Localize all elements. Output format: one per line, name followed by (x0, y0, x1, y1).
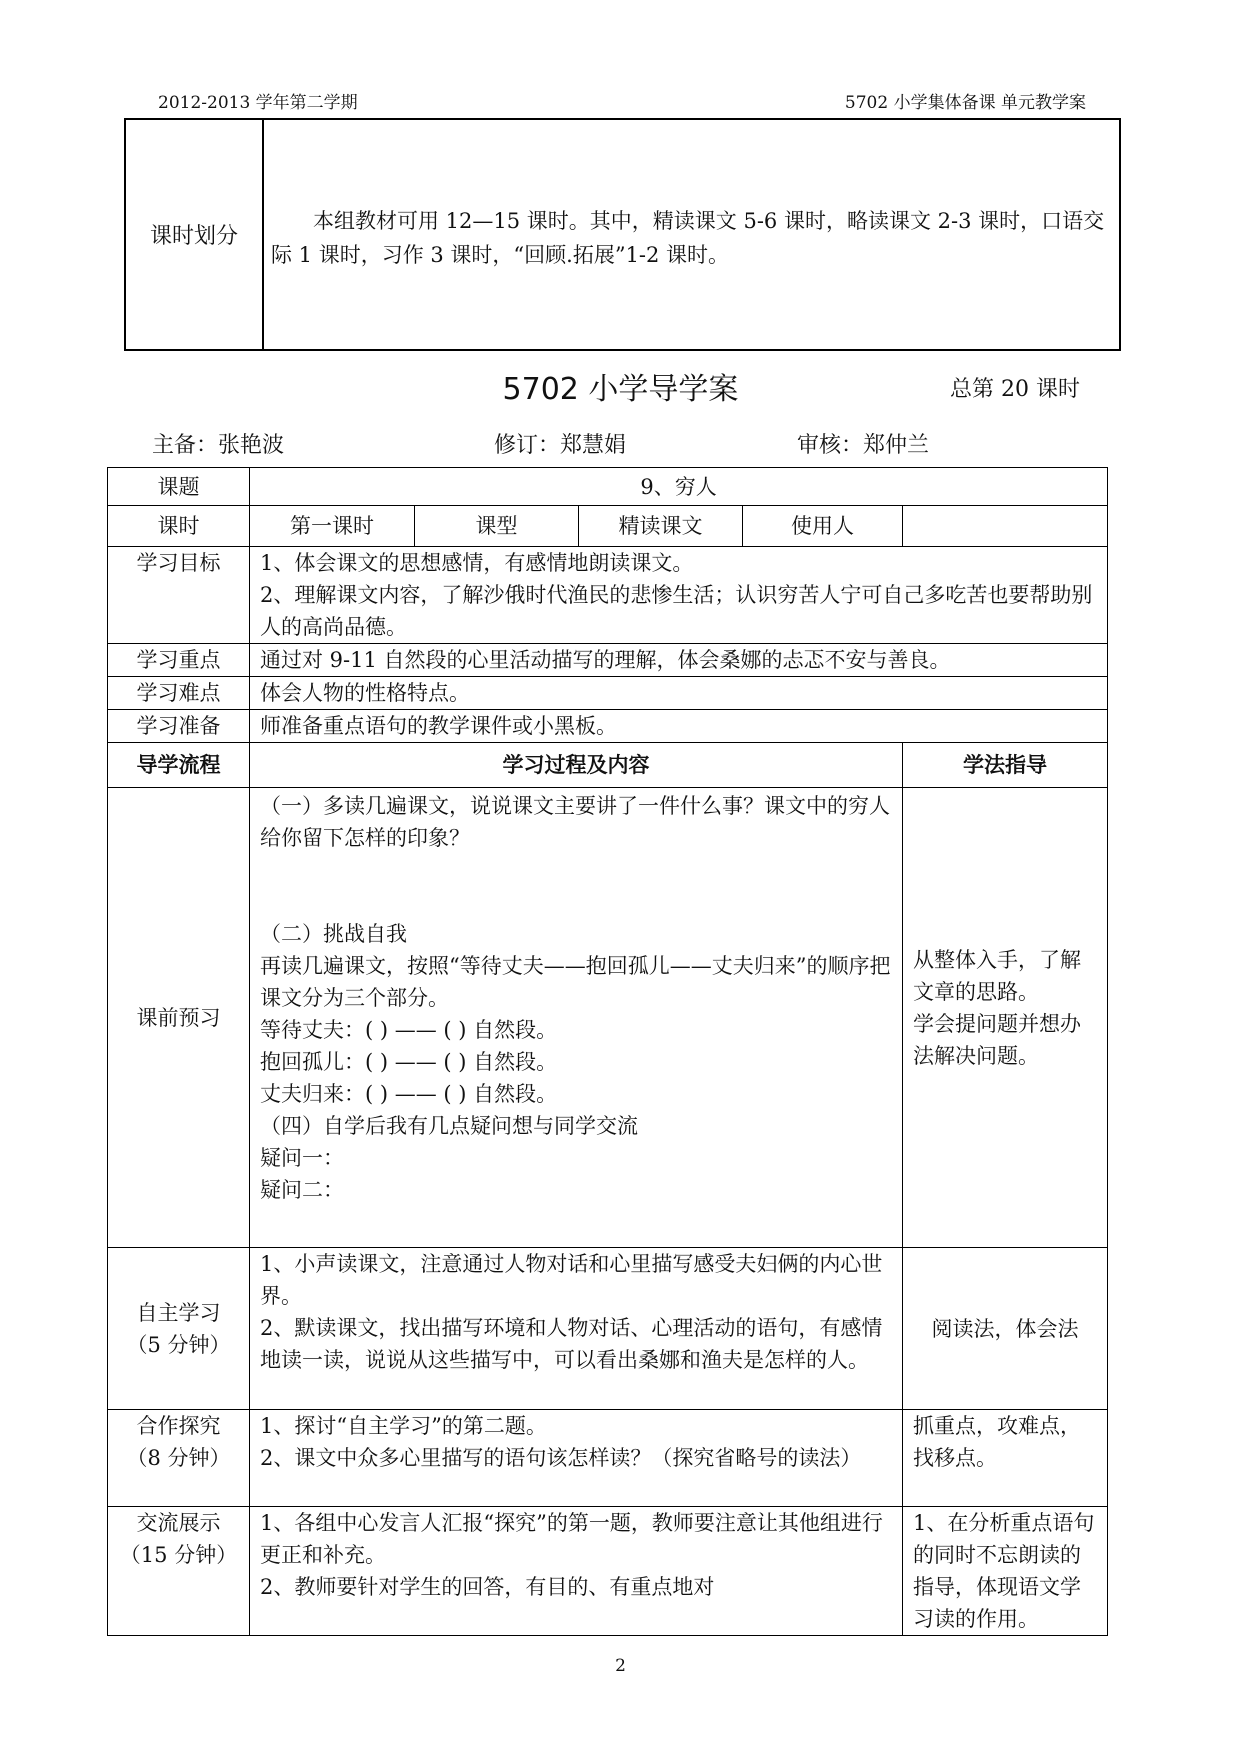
stage-name: 交流展示 (136, 1511, 221, 1535)
plan-lead: 主备：张艳波 (152, 433, 285, 458)
type-value: 精读课文 (579, 506, 743, 547)
content-line: 等待丈夫：( ) —— ( ) 自然段。 (260, 1018, 558, 1042)
period-value: 第一课时 (250, 506, 415, 547)
exchange-content (250, 1507, 903, 1636)
schedule-text: 本组教材可用 12—15 课时。其中，精读课文 5-6 课时，略读课文 2-3 课时，口语交际 1 课时，习作 3 课时，“回顾.拓展”1-2 课时。 (271, 209, 1105, 267)
goal-line: 2、理解课文内容，了解沙俄时代渔民的悲惨生活；认识穷苦人宁可自己多吃苦也要帮助别人的高尚品德。 (260, 583, 1093, 639)
type-label: 课型 (415, 506, 579, 547)
prep-value: 师准备重点语句的教学课件或小黑板。 (250, 710, 1108, 743)
content-line: 再读几遍课文，按照“等待丈夫——抱回孤儿——丈夫归来”的顺序把课文分为三个部分。 (260, 954, 891, 1010)
focus-label: 学习重点 (108, 644, 250, 677)
content-line: 2、教师要针对学生的回答，有目的、有重点地对 (260, 1575, 715, 1599)
self-study-guide: 阅读法，体会法 (903, 1248, 1108, 1410)
cooperate-guide: 抓重点，攻难点，找移点。 (903, 1410, 1108, 1507)
goal-content (250, 547, 1108, 644)
stage-preview (108, 788, 250, 1248)
content-line: （二）挑战自我 (260, 922, 407, 946)
content-line: （一）多读几遍课文，说说课文主要讲了一件什么事？课文中的穷人给你留下怎样的印象？ (260, 794, 890, 850)
page-number: 2 (615, 1656, 626, 1676)
content-line: 1、各组中心发言人汇报“探究”的第一题，教师要注意让其他组进行更正和补充。 (260, 1511, 883, 1567)
stage-cooperate (108, 1410, 250, 1507)
header-course: 5702 小学集体备课 单元教学案 (844, 93, 1086, 113)
col-process-header: 学习过程及内容 (250, 743, 903, 788)
stage-self-study (108, 1248, 250, 1410)
content-line: （四）自学后我有几点疑问想与同学交流 (260, 1114, 638, 1138)
stage-name: 课前预习 (136, 1005, 221, 1030)
col-guide-header: 学法指导 (903, 743, 1108, 788)
topic-label: 课题 (108, 468, 250, 506)
stage-name: 自主学习 (136, 1300, 221, 1325)
content-line: 疑问一： (260, 1146, 344, 1170)
stage-time: （15 分钟） (119, 1543, 238, 1567)
goal-line: 1、体会课文的思想感情，有感情地朗读课文。 (260, 551, 694, 575)
plan-review: 审核：郑仲兰 (797, 433, 930, 458)
stage-time: （5 分钟） (126, 1332, 231, 1357)
preview-content (250, 788, 903, 1248)
content-line: 抱回孤儿：( ) —— ( ) 自然段。 (260, 1050, 558, 1074)
period-label: 课时 (108, 506, 250, 547)
schedule-label: 课时划分 (126, 120, 264, 349)
header-semester: 2012-2013 学年第二学期 (158, 93, 358, 113)
content-line: 丈夫归来：( ) —— ( ) 自然段。 (260, 1082, 558, 1106)
content-line: 2、默读课文，找出描写环境和人物对话、心理活动的语句，有感情地读一读，说说从这些描写中，可以看出桑娜和渔夫是怎样的人。 (260, 1316, 883, 1372)
exchange-guide: 1、在分析重点语句的同时不忘朗读的指导，体现语文学习读的作用。 (903, 1507, 1108, 1636)
guide-table (107, 467, 1108, 1636)
focus-value: 通过对 9-11 自然段的心里活动描写的理解，体会桑娜的忐忑不安与善良。 (250, 644, 1108, 677)
user-value (903, 506, 1108, 547)
col-flow-header: 导学流程 (108, 743, 250, 788)
user-label: 使用人 (743, 506, 903, 547)
plan-total: 总第 20 课时 (950, 377, 1080, 402)
stage-time: （8 分钟） (126, 1446, 231, 1470)
content-line: 2、课文中众多心里描写的语句该怎样读？（探究省略号的读法） (260, 1446, 862, 1470)
topic-value: 9、穷人 (250, 468, 1108, 506)
goal-label: 学习目标 (108, 547, 250, 644)
schedule-table (124, 118, 1121, 351)
stage-name: 合作探究 (136, 1414, 221, 1438)
self-study-content (250, 1248, 903, 1410)
difficulty-label: 学习难点 (108, 677, 250, 710)
preview-guide: 从整体入手，了解文章的思路。 学会提问题并想办法解决问题。 (903, 788, 1108, 1248)
stage-exchange (108, 1507, 250, 1636)
prep-label: 学习准备 (108, 710, 250, 743)
plan-revise: 修订：郑慧娟 (494, 433, 627, 458)
content-line: 1、探讨“自主学习”的第二题。 (260, 1414, 547, 1438)
plan-title: 5702 小学导学案 (502, 372, 739, 407)
content-line: 1、小声读课文，注意通过人物对话和心里描写感受夫妇俩的内心世界。 (260, 1252, 883, 1308)
content-line: 疑问二： (260, 1178, 344, 1202)
difficulty-value: 体会人物的性格特点。 (250, 677, 1108, 710)
cooperate-content (250, 1410, 903, 1507)
